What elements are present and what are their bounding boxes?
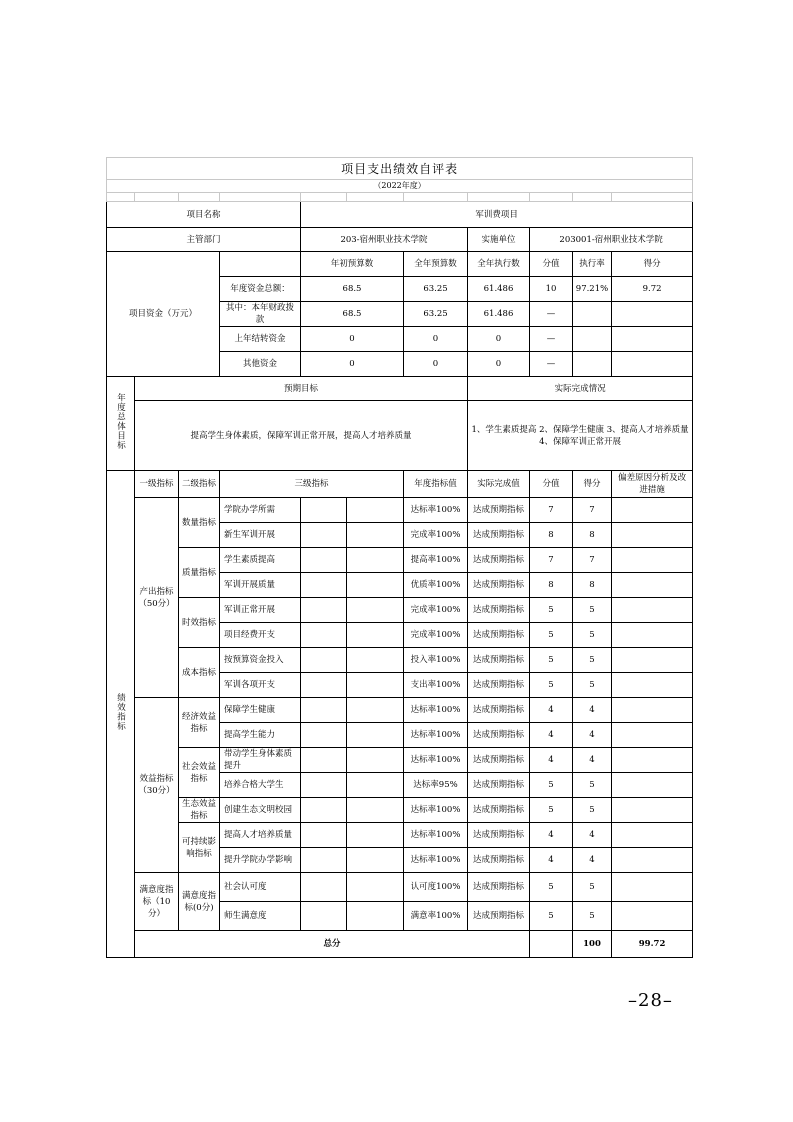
ind-score: 5 [530, 773, 573, 798]
indicators-label: 绩效指标 [107, 471, 135, 958]
ind-name: 提高人才培养质量 [220, 823, 301, 848]
funds-cell: 63.25 [404, 277, 468, 302]
funds-cell [573, 327, 612, 352]
page-number: –28– [628, 990, 673, 1011]
funds-header: 分值 [530, 252, 573, 277]
ind-score: 5 [530, 648, 573, 673]
ind-got: 5 [573, 598, 612, 623]
level2-ecological: 生态效益指标 [179, 798, 220, 823]
funds-cell [573, 302, 612, 327]
ind-name: 创建生态文明校园 [220, 798, 301, 823]
ind-target: 认可度100% [404, 873, 468, 902]
table-row [107, 698, 693, 723]
project-name-value: 军训费项目 [301, 202, 693, 228]
ind-name: 军训开展质量 [220, 573, 301, 598]
level2-social: 社会效益指标 [179, 748, 220, 798]
funds-cell: — [530, 327, 573, 352]
total-label: 总分 [135, 931, 530, 958]
ind-target: 完成率100% [404, 598, 468, 623]
funds-header: 年初预算数 [301, 252, 404, 277]
level2-quality: 质量指标 [179, 548, 220, 598]
page-title: 项目支出绩效自评表 [107, 158, 693, 180]
ind-actual: 达成预期指标 [468, 498, 530, 523]
ind-target: 达标率100% [404, 798, 468, 823]
ind-header: 年度指标值 [404, 471, 468, 498]
funds-cell: 0 [301, 352, 404, 377]
ind-target: 提高率100% [404, 548, 468, 573]
ind-target: 达标率100% [404, 823, 468, 848]
level2-quantity: 数量指标 [179, 498, 220, 548]
ind-target: 完成率100% [404, 523, 468, 548]
level2-timeliness: 时效指标 [179, 598, 220, 648]
ind-name: 学生素质提高 [220, 548, 301, 573]
funds-cell: 0 [468, 327, 530, 352]
ind-got: 5 [573, 673, 612, 698]
ind-score: 5 [530, 873, 573, 902]
funds-header: 全年预算数 [404, 252, 468, 277]
impl-value: 203001-宿州职业技术学院 [530, 228, 693, 252]
ind-name: 提高学生能力 [220, 723, 301, 748]
ind-got: 5 [573, 623, 612, 648]
funds-row-name: 年度资金总额： [220, 277, 301, 302]
table-row [107, 498, 693, 523]
ind-score: 5 [530, 902, 573, 931]
ind-got: 8 [573, 573, 612, 598]
level2-cost: 成本指标 [179, 648, 220, 698]
ind-name: 社会认可度 [220, 873, 301, 902]
ind-score: 5 [530, 798, 573, 823]
ind-header: 一级指标 [135, 471, 179, 498]
ind-header: 偏差原因分析及改进措施 [612, 471, 693, 498]
ind-header: 得分 [573, 471, 612, 498]
total-got: 99.72 [612, 931, 693, 958]
expected-header: 预期目标 [135, 377, 468, 401]
ind-actual: 达成预期指标 [468, 598, 530, 623]
ind-score: 8 [530, 523, 573, 548]
actual-goal: 1、学生素质提高 2、保障学生健康 3、提高人才培养质量 4、保障军训正常开展 [468, 401, 693, 471]
funds-cell: 10 [530, 277, 573, 302]
funds-cell: 68.5 [301, 302, 404, 327]
ind-score: 7 [530, 498, 573, 523]
dept-value: 203-宿州职业技术学院 [301, 228, 468, 252]
ind-target: 投入率100% [404, 648, 468, 673]
ind-score: 4 [530, 848, 573, 873]
ind-name: 师生满意度 [220, 902, 301, 931]
funds-cell: 0 [468, 352, 530, 377]
ind-actual: 达成预期指标 [468, 823, 530, 848]
funds-cell: 61.486 [468, 277, 530, 302]
funds-cell: 0 [404, 352, 468, 377]
level1-effect: 效益指标（30分） [135, 698, 179, 873]
ind-target: 达标率95% [404, 773, 468, 798]
ind-actual: 达成预期指标 [468, 548, 530, 573]
ind-actual: 达成预期指标 [468, 873, 530, 902]
ind-actual: 达成预期指标 [468, 523, 530, 548]
funds-cell: 63.25 [404, 302, 468, 327]
ind-score: 4 [530, 723, 573, 748]
table-row [107, 798, 693, 823]
ind-header: 三级指标 [220, 471, 404, 498]
table-row [107, 548, 693, 573]
funds-cell: 9.72 [612, 277, 693, 302]
ind-actual: 达成预期指标 [468, 648, 530, 673]
ind-actual: 达成预期指标 [468, 573, 530, 598]
ind-got: 4 [573, 748, 612, 773]
funds-row-name: 其他资金 [220, 352, 301, 377]
ind-name: 提升学院办学影响 [220, 848, 301, 873]
funds-cell: 61.486 [468, 302, 530, 327]
ind-name: 带动学生身体素质提升 [220, 748, 301, 773]
goals-label: 年度总体目标 [107, 377, 135, 471]
funds-cell [612, 327, 693, 352]
impl-label: 实施单位 [468, 228, 530, 252]
funds-row-name: 其中：本年财政拨款 [220, 302, 301, 327]
funds-cell: 97.21% [573, 277, 612, 302]
ind-actual: 达成预期指标 [468, 623, 530, 648]
ind-score: 8 [530, 573, 573, 598]
ind-header: 分值 [530, 471, 573, 498]
ind-actual: 达成预期指标 [468, 902, 530, 931]
ind-actual: 达成预期指标 [468, 848, 530, 873]
funds-cell [573, 352, 612, 377]
ind-got: 4 [573, 823, 612, 848]
ind-target: 达标率100% [404, 848, 468, 873]
ind-target: 达标率100% [404, 748, 468, 773]
ind-actual: 达成预期指标 [468, 723, 530, 748]
funds-header: 执行率 [573, 252, 612, 277]
evaluation-table [106, 157, 693, 958]
ind-actual: 达成预期指标 [468, 798, 530, 823]
actual-header: 实际完成情况 [468, 377, 693, 401]
ind-target: 支出率100% [404, 673, 468, 698]
ind-got: 7 [573, 548, 612, 573]
ind-name: 学院办学所需 [220, 498, 301, 523]
level2-satisfaction: 满意度指标(0分) [179, 873, 220, 931]
funds-header: 全年执行数 [468, 252, 530, 277]
ind-actual: 达成预期指标 [468, 673, 530, 698]
ind-got: 5 [573, 648, 612, 673]
ind-got: 4 [573, 848, 612, 873]
table-row [107, 598, 693, 623]
ind-name: 保障学生健康 [220, 698, 301, 723]
expected-goal: 提高学生身体素质，保障军训正常开展，提高人才培养质量 [135, 401, 468, 471]
ind-actual: 达成预期指标 [468, 698, 530, 723]
level1-satisfaction: 满意度指标（10分） [135, 873, 179, 931]
funds-cell: — [530, 302, 573, 327]
ind-actual: 达成预期指标 [468, 748, 530, 773]
ind-name: 按预算资金投入 [220, 648, 301, 673]
ind-name: 新生军训开展 [220, 523, 301, 548]
ind-got: 5 [573, 873, 612, 902]
ind-target: 达标率100% [404, 698, 468, 723]
funds-cell [612, 302, 693, 327]
total-score: 100 [573, 931, 612, 958]
performance-evaluation-sheet [106, 157, 692, 958]
ind-header: 实际完成值 [468, 471, 530, 498]
ind-target: 优质率100% [404, 573, 468, 598]
ind-header: 二级指标 [179, 471, 220, 498]
ind-got: 5 [573, 798, 612, 823]
funds-header: 得分 [612, 252, 693, 277]
project-name-label: 项目名称 [107, 202, 301, 228]
funds-row-name: 上年结转资金 [220, 327, 301, 352]
funds-cell: 0 [301, 327, 404, 352]
ind-got: 5 [573, 902, 612, 931]
table-row [107, 648, 693, 673]
ind-got: 7 [573, 498, 612, 523]
level1-output: 产出指标（50分） [135, 498, 179, 698]
ind-name: 军训各项开支 [220, 673, 301, 698]
ind-score: 4 [530, 748, 573, 773]
ind-name: 军训正常开展 [220, 598, 301, 623]
page-subtitle: （2022年度） [107, 180, 693, 193]
level2-economic: 经济效益指标 [179, 698, 220, 748]
ind-target: 达标率100% [404, 723, 468, 748]
table-row [107, 748, 693, 773]
ind-got: 8 [573, 523, 612, 548]
ind-target: 达标率100% [404, 498, 468, 523]
ind-got: 4 [573, 698, 612, 723]
ind-target: 满意率100% [404, 902, 468, 931]
ind-score: 4 [530, 698, 573, 723]
ind-target: 完成率100% [404, 623, 468, 648]
funds-cell: 68.5 [301, 277, 404, 302]
ind-score: 5 [530, 623, 573, 648]
funds-cell: 0 [404, 327, 468, 352]
funds-label: 项目资金（万元） [107, 252, 220, 377]
funds-cell [612, 352, 693, 377]
ind-score: 5 [530, 598, 573, 623]
ind-score: 5 [530, 673, 573, 698]
ind-got: 4 [573, 723, 612, 748]
table-row [107, 873, 693, 902]
ind-name: 培养合格大学生 [220, 773, 301, 798]
ind-name: 项目经费开支 [220, 623, 301, 648]
ind-got: 5 [573, 773, 612, 798]
funds-cell: — [530, 352, 573, 377]
ind-actual: 达成预期指标 [468, 773, 530, 798]
ind-score: 7 [530, 548, 573, 573]
table-row [107, 823, 693, 848]
ind-score: 4 [530, 823, 573, 848]
level2-sustainable: 可持续影响指标 [179, 823, 220, 873]
dept-label: 主管部门 [107, 228, 301, 252]
